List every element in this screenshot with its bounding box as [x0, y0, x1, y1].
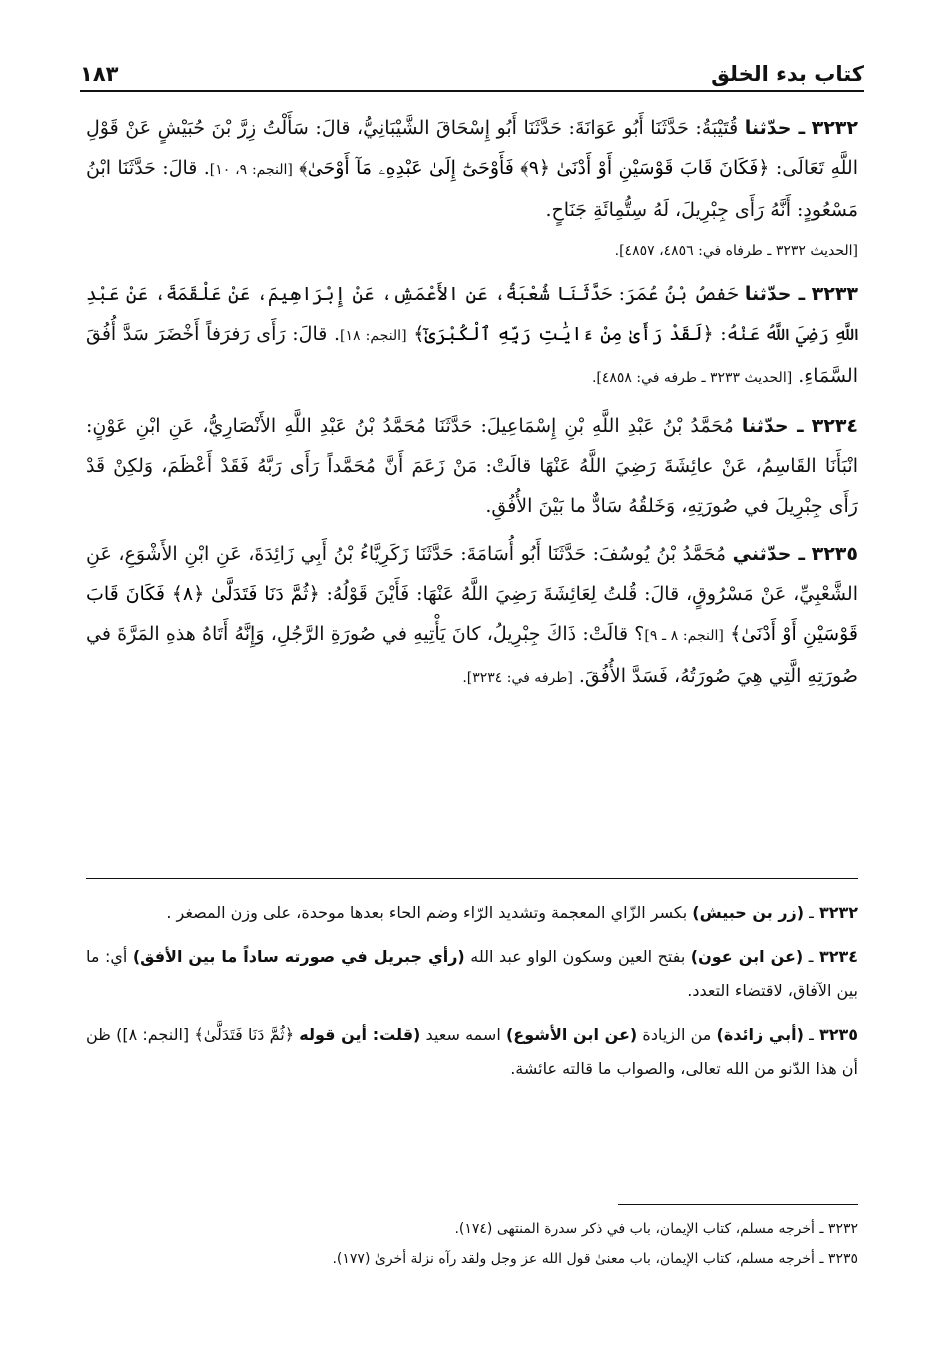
note-text: بفتح العين وسكون الواو عبد الله	[464, 947, 691, 966]
page-number: ١٨٣	[80, 62, 119, 86]
commentary-section	[86, 896, 858, 1176]
hadith-cross-reference: [الحديث ٣٢٣٢ ـ طرفاه في: ٤٨٥٦، ٤٨٥٧].	[614, 243, 858, 259]
note-text: اسمه سعيد	[420, 1025, 506, 1044]
footnote: ٣٢٣٥ ـ أخرجه مسلم، كتاب الإيمان، باب معنىٰ قول الله عز وجل ولقد رآه نزلة أخرىٰ (١٧٧).	[332, 1251, 858, 1267]
hadith-number: ٣٢٣٣	[811, 283, 858, 305]
book-title: كتاب بدء الخلق	[711, 62, 864, 86]
hadith-3235	[86, 534, 858, 698]
note-term: (أبي زائدة)	[716, 1025, 804, 1044]
hadith-section	[86, 108, 858, 858]
hadith-text: مُحَمَّدُ بْنُ عَبْدِ اللَّهِ بْنِ إِسْمَاعِيلَ: حَدَّثَنَا مُحَمَّدُ بْنُ عَبْدِ اللَّهِ الأَنْصَارِيُّ، عَنِ ابْنِ عَوْنٍ: انْبَأَنَا القَاسِمُ، عَنْ عائِشَةَ رَضِيَ اللَّهُ عَنْهَا قالَتْ: مَنْ زَعَمَ أَنَّ مُحَمَّداً رَأَى رَبَّهُ فَقَدْ أَعْظَمَ، وَلكِنْ قَدْ رَأَى جِبْرِيلَ في صُورَتِهِ، وَخَلقُهُ سَادٌّ ما بَيْنَ الأُفُقِ.	[86, 415, 858, 517]
hadith-3234	[86, 406, 858, 526]
note-term: (عن ابن الأشوع)	[505, 1025, 638, 1044]
hadith-text: حَفصُ بْنُ عُمَرَ: حَدَّثَنَا شُعْبَةُ، عَنِ الأَعْمَشِ، عَنْ إِبْرَاهِيمَ، عَنْ عَلْقَمَةَ، عَنْ عَبْدِ اللَّهِ رَضِيَ اللَّهُ عَنْهُ:	[86, 283, 858, 345]
note-text: أي: ما بين الآفاق، لاقتضاء التعدد.	[86, 947, 858, 1000]
footnote: ٣٢٣٢ ـ أخرجه مسلم، كتاب الإيمان، باب في ذكر سدرة المنتهى (١٧٤).	[454, 1221, 858, 1237]
hadith-number: ٣٢٣٥	[811, 543, 858, 565]
hadith-3233	[86, 274, 858, 398]
hadith-cross-reference: [الحديث ٣٢٣٣ ـ طرفه في: ٤٨٥٨].	[591, 370, 793, 386]
quran-verse: ﴿لَقَدْ رَأَىٰ مِنْ ءَايَٰتِ رَبِّهِ ٱلْكُبْرَىٰٓ﴾	[413, 323, 714, 345]
note-text: بكسر الزّاي المعجمة وتشديد الرّاء وضم الحاء بعدها موحدة، على وزن المصغر .	[166, 903, 693, 922]
hadith-text: قُتَيْبَةُ: حَدَّثَنَا أَبُو عَوَانَةَ: حَدَّثَنَا أَبُو إِسْحَاقَ الشَّيْبَانِيُّ، قالَ: سَأَلْتُ زِرَّ بْنَ حُبَيْشٍ عَنْ قَوْلِ اللَّهِ تَعَالَى:	[86, 117, 858, 179]
quran-reference: [النجم: ٩، ١٠]	[209, 162, 293, 178]
quran-reference: [النجم: ٨ ـ ٩]	[644, 628, 724, 644]
hadith-intro: ـ حدّثنا	[744, 117, 806, 139]
note-text: ﴿ثُمَّ دَنَا فَتَدَلَّىٰ﴾ [النجم: ٨]) ظن أن هذا الدّنو من الله تعالى، والصواب ما قالته عائشة.	[86, 1025, 858, 1078]
hadith-intro: ـ حدّثنا	[744, 283, 806, 305]
note-number: ٣٢٣٤	[818, 947, 858, 966]
quran-reference: [النجم: ١٨]	[340, 328, 407, 344]
note-number: ٣٢٣٢	[818, 903, 858, 922]
hadith-number: ٣٢٣٤	[811, 415, 858, 437]
note-text: من الزيادة	[637, 1025, 717, 1044]
commentary-note-3235: ٣٢٣٥ ـ (أبي زائدة) من الزيادة (عن ابن الأشوع) اسمه سعيد (قلت: أين قوله ﴿ثُمَّ دَنَا فَتَدَلَّىٰ﴾ [النجم: ٨]) ظن أن هذا الدّنو من الله تعالى، والصواب ما قالته عائشة.	[86, 1025, 858, 1078]
quran-verse: ﴿فَكَانَ قَابَ قَوْسَيْنِ أَوْ أَدْنَىٰ ﴿٩﴾ فَأَوْحَىٰٓ إِلَىٰ عَبْدِهِۦ مَآ أَوْحَىٰ﴾	[299, 157, 770, 179]
note-term: (زر بن حبيش)	[692, 903, 805, 922]
hadith-intro: ـ حدّثنا	[741, 415, 804, 437]
hadith-text-continued: . قالَ: رَأَى رَفرَفاً أَخْضَرَ سَدَّ أُفُقَ السَّمَاءِ.	[86, 323, 858, 387]
hadith-text-continued: . قالَ: حَدَّثَنَا ابْنُ مَسْعُودٍ: أَنَّهُ رَأَى جِبْرِيلَ، لَهُ سِتُّمِائَةِ جَنَاحٍ.	[86, 157, 858, 221]
hadith-intro: ـ حدّثني	[732, 543, 806, 565]
commentary-note-3232: ٣٢٣٢ ـ (زر بن حبيش) بكسر الزّاي المعجمة وتشديد الرّاء وضم الحاء بعدها موحدة، على وزن المصغر .	[166, 903, 858, 922]
note-term: (عن ابن عون)	[690, 947, 804, 966]
hadith-text-continued: ؟ قالَتْ: ذَاكَ جِبْرِيلُ، كانَ يَأْتِيهِ في صُورَةِ الرَّجُلِ، وَإِنَّهُ أَتَاهُ هذهِ المَرَّةَ في صُورَتِهِ الَّتِي هِيَ صُورَتُهُ، فَسَدَّ الأُفُقَ.	[86, 623, 858, 687]
footnotes	[86, 1214, 858, 1314]
page-header	[80, 56, 864, 92]
footnote-divider	[618, 1204, 858, 1205]
commentary-note-3234: ٣٢٣٤ ـ (عن ابن عون) بفتح العين وسكون الواو عبد الله (رأي جبريل في صورته ساداً ما بين الأفق) أي: ما بين الآفاق، لاقتضاء التعدد.	[86, 947, 858, 1000]
hadith-number: ٣٢٣٢	[811, 117, 858, 139]
note-number: ٣٢٣٥	[818, 1025, 858, 1044]
note-term: (رأي جبريل في صورته ساداً ما بين الأفق)	[132, 947, 465, 966]
section-divider	[86, 878, 858, 879]
note-term: (قلت: أين قوله	[299, 1025, 421, 1044]
hadith-3232	[86, 108, 858, 230]
quran-verse: ﴿ثُمَّ دَنَا فَتَدَلَّىٰ ﴿٨﴾ فَكَانَ قَابَ قَوْسَيْنِ أَوْ أَدْنَىٰ﴾	[86, 583, 858, 645]
hadith-text: مُحَمَّدُ بْنُ يُوسُفَ: حَدَّثَنَا أَبُو أُسَامَةَ: حَدَّثَنَا زَكَرِيَّاءُ بْنُ أَبِي زَائِدَةَ، عَنِ ابْنِ الأَشْوَعِ، عَنِ الشَّعْبِيِّ، عَنْ مَسْرُوقٍ، قالَ: قُلتُ لِعَائِشَةَ رَضِيَ اللَّهُ عَنْهَا: فَأَيْنَ قَوْلُهُ:	[86, 543, 858, 605]
hadith-cross-reference: [طرفه في: ٣٢٣٤].	[462, 670, 573, 686]
